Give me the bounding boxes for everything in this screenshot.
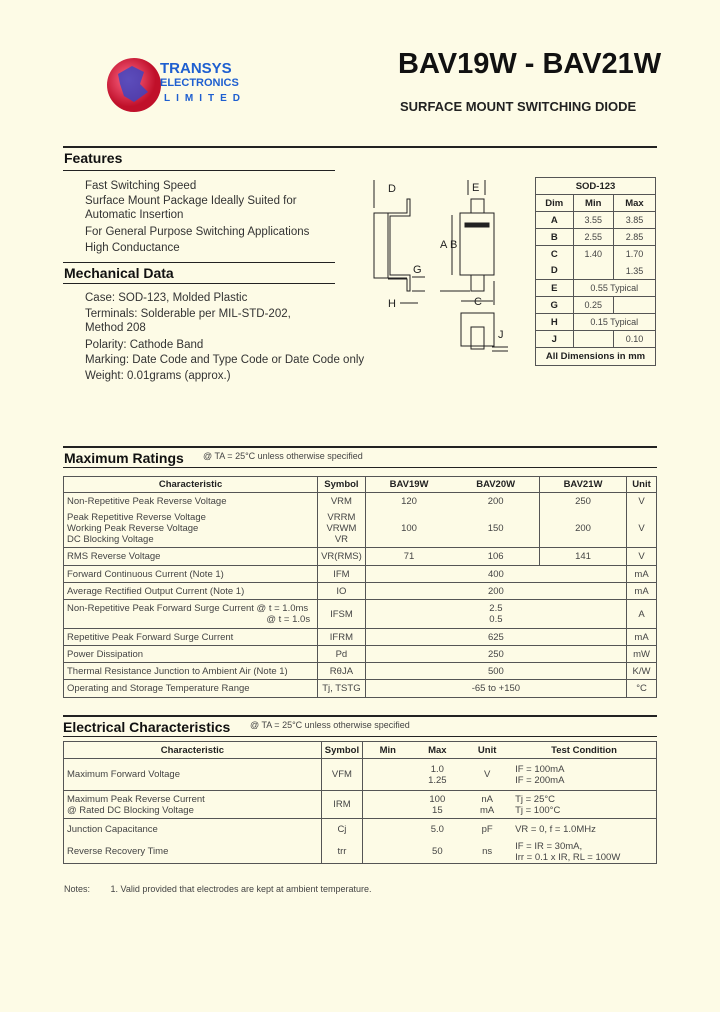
column-header: Test Condition xyxy=(512,742,656,759)
symbol-cell: IFRM xyxy=(318,629,366,646)
table-row xyxy=(64,600,657,629)
max-ratings-heading: Maximum Ratings xyxy=(64,450,184,466)
svg-text:D: D xyxy=(388,183,396,195)
value-cell: -65 to +150 xyxy=(365,680,626,698)
max-cell: 100 15 xyxy=(412,791,462,819)
symbol-cell: IRM xyxy=(321,791,362,819)
unit-cell: V xyxy=(462,759,512,791)
mechanical-item: Weight: 0.01grams (approx.) xyxy=(85,369,231,382)
characteristic-cell: Junction Capacitance xyxy=(64,819,322,841)
unit-cell: °C xyxy=(627,680,657,698)
features-heading: Features xyxy=(64,150,123,166)
column-header: BAV20W xyxy=(452,477,539,493)
min-cell xyxy=(363,819,413,841)
electrical-note: @ TA = 25°C unless otherwise specified xyxy=(250,720,410,730)
symbol-cell: Cj xyxy=(321,819,362,841)
package-outline-diagram xyxy=(360,175,530,355)
value-cell: 71 xyxy=(365,548,452,566)
symbol-cell: IFSM xyxy=(318,600,366,629)
column-header: BAV21W xyxy=(539,477,626,493)
table-row xyxy=(64,629,657,646)
table-row xyxy=(64,511,657,548)
notes-label: Notes: xyxy=(64,884,91,894)
value-cell: 150 xyxy=(452,511,539,548)
divider xyxy=(63,146,657,148)
table-row: H 0.15 Typical xyxy=(536,314,656,331)
svg-text:C: C xyxy=(474,296,482,308)
unit-cell: pF xyxy=(462,819,512,841)
characteristic-cell: RMS Reverse Voltage xyxy=(64,548,318,566)
unit-cell: K/W xyxy=(627,663,657,680)
mechanical-item: Terminals: Solderable per MIL-STD-202, xyxy=(85,307,291,320)
mechanical-item: Method 208 xyxy=(85,322,146,334)
unit-cell: mA xyxy=(627,566,657,583)
logo-text-2: ELECTRONICS xyxy=(160,77,239,89)
value-cell: 141 xyxy=(539,548,626,566)
column-header: Symbol xyxy=(321,742,362,759)
note-item: 1. Valid provided that electrodes are kept at ambient temperature. xyxy=(110,884,372,894)
mechanical-item: Marking: Date Code and Type Code or Date Code only xyxy=(85,354,365,366)
value-cell: 200 xyxy=(539,511,626,548)
column-header: Dim xyxy=(536,195,574,212)
characteristic-cell: Peak Repetitive Reverse Voltage Working Peak Reverse Voltage DC Blocking Voltage xyxy=(64,511,318,548)
svg-text:J: J xyxy=(498,329,504,341)
column-header: Unit xyxy=(462,742,512,759)
divider xyxy=(63,715,657,717)
column-header: Max xyxy=(613,195,655,212)
divider xyxy=(63,283,335,284)
svg-text:H: H xyxy=(388,298,396,310)
unit-cell: nA mA xyxy=(462,791,512,819)
symbol-cell: RθJA xyxy=(318,663,366,680)
table-row xyxy=(64,663,657,680)
value-cell: 250 xyxy=(539,493,626,511)
unit-cell: V xyxy=(627,548,657,566)
table-row xyxy=(64,493,657,511)
notes xyxy=(64,884,372,894)
table-row xyxy=(64,566,657,583)
page-title: BAV19W - BAV21W xyxy=(398,48,662,80)
max-cell: 50 xyxy=(412,841,462,864)
table-row xyxy=(64,548,657,566)
value-cell: 200 xyxy=(452,493,539,511)
table-row: E 0.55 Typical xyxy=(536,280,656,297)
page-subtitle: SURFACE MOUNT SWITCHING DIODE xyxy=(400,99,637,114)
unit-cell: A xyxy=(627,600,657,629)
value-cell: 200 xyxy=(365,583,626,600)
unit-cell: V xyxy=(627,493,657,511)
globe-icon xyxy=(104,54,164,114)
divider xyxy=(63,262,335,263)
table-row: D 1.35 xyxy=(536,263,656,280)
symbol-cell: VFM xyxy=(321,759,362,791)
characteristic-cell: Maximum Forward Voltage xyxy=(64,759,322,791)
symbol-cell: VR(RMS) xyxy=(318,548,366,566)
feature-item: For General Purpose Switching Applications xyxy=(85,225,310,238)
column-header: Min xyxy=(573,195,613,212)
characteristic-cell: Non-Repetitive Peak Reverse Voltage xyxy=(64,493,318,511)
characteristic-cell: Maximum Peak Reverse Current @ Rated DC Blocking Voltage xyxy=(64,791,322,819)
value-cell: 2.5 0.5 xyxy=(365,600,626,629)
unit-cell: mA xyxy=(627,629,657,646)
features-list xyxy=(85,179,309,256)
table-row xyxy=(64,791,657,819)
feature-item: Automatic Insertion xyxy=(85,209,184,221)
characteristic-cell: Power Dissipation xyxy=(64,646,318,663)
characteristic-cell: Reverse Recovery Time xyxy=(64,841,322,864)
logo-text-1: TRANSYS xyxy=(160,60,232,77)
value-cell: 106 xyxy=(452,548,539,566)
column-header: Characteristic xyxy=(64,477,318,493)
column-header: Max xyxy=(412,742,462,759)
min-cell xyxy=(363,791,413,819)
unit-cell: mA xyxy=(627,583,657,600)
feature-item: High Conductance xyxy=(85,242,180,254)
svg-text:B: B xyxy=(450,239,458,251)
max-ratings-table xyxy=(63,476,657,698)
symbol-cell: IFM xyxy=(318,566,366,583)
value-cell: 100 xyxy=(365,511,452,548)
svg-text:E: E xyxy=(472,182,480,194)
svg-text:A: A xyxy=(440,239,448,251)
dimensions-table xyxy=(535,177,656,366)
characteristic-cell: Non-Repetitive Peak Forward Surge Current @ t = 1.0ms @ t = 1.0s xyxy=(64,600,318,629)
table-row xyxy=(64,680,657,698)
symbol-cell: VRM xyxy=(318,493,366,511)
table-row: G 0.25 xyxy=(536,297,656,314)
column-header: Symbol xyxy=(318,477,366,493)
test-condition-cell: IF = IR = 30mA, Irr = 0.1 x IR, RL = 100W xyxy=(512,841,656,864)
feature-item: Surface Mount Package Ideally Suited for xyxy=(85,194,297,207)
characteristic-cell: Repetitive Peak Forward Surge Current xyxy=(64,629,318,646)
value-cell: 250 xyxy=(365,646,626,663)
mechanical-item: Case: SOD-123, Molded Plastic xyxy=(85,292,248,304)
table-row xyxy=(64,841,657,864)
table-row xyxy=(64,759,657,791)
dim-table-title: SOD-123 xyxy=(536,178,656,195)
value-cell: 400 xyxy=(365,566,626,583)
dim-table-footer: All Dimensions in mm xyxy=(536,348,656,366)
table-row: B 2.55 2.85 xyxy=(536,229,656,246)
table-row: C 1.40 1.70 xyxy=(536,246,656,263)
electrical-heading: Electrical Characteristics xyxy=(63,719,231,735)
symbol-cell: VRRM VRWM VR xyxy=(318,511,366,548)
value-cell: 500 xyxy=(365,663,626,680)
min-cell xyxy=(363,759,413,791)
characteristic-cell: Thermal Resistance Junction to Ambient Air (Note 1) xyxy=(64,663,318,680)
min-cell xyxy=(363,841,413,864)
logo-text-3: LIMITED xyxy=(164,93,246,104)
mechanical-item: Polarity: Cathode Band xyxy=(85,338,204,351)
value-cell: 120 xyxy=(365,493,452,511)
max-ratings-note: @ TA = 25°C unless otherwise specified xyxy=(203,451,363,461)
table-row xyxy=(64,646,657,663)
table-row: J 0.10 xyxy=(536,331,656,348)
column-header: Characteristic xyxy=(64,742,322,759)
column-header: Unit xyxy=(627,477,657,493)
company-logo xyxy=(104,54,244,114)
svg-text:G: G xyxy=(413,264,422,276)
table-row xyxy=(64,819,657,841)
mechanical-heading: Mechanical Data xyxy=(64,265,174,281)
symbol-cell: Pd xyxy=(318,646,366,663)
divider xyxy=(63,446,657,448)
test-condition-cell: VR = 0, f = 1.0MHz xyxy=(512,819,656,841)
symbol-cell: Tj, TSTG xyxy=(318,680,366,698)
value-cell: 625 xyxy=(365,629,626,646)
characteristic-cell: Average Rectified Output Current (Note 1) xyxy=(64,583,318,600)
divider xyxy=(63,467,657,468)
table-row: A 3.55 3.85 xyxy=(536,212,656,229)
max-cell: 5.0 xyxy=(412,819,462,841)
unit-cell: mW xyxy=(627,646,657,663)
unit-cell: ns xyxy=(462,841,512,864)
feature-item: Fast Switching Speed xyxy=(85,180,197,192)
column-header: BAV19W xyxy=(365,477,452,493)
characteristic-cell: Forward Continuous Current (Note 1) xyxy=(64,566,318,583)
divider xyxy=(63,736,657,737)
symbol-cell: trr xyxy=(321,841,362,864)
table-row xyxy=(64,583,657,600)
symbol-cell: IO xyxy=(318,583,366,600)
mechanical-list xyxy=(85,291,364,383)
test-condition-cell: Tj = 25°C Tj = 100°C xyxy=(512,791,656,819)
column-header: Min xyxy=(363,742,413,759)
electrical-table xyxy=(63,741,657,864)
test-condition-cell: IF = 100mA IF = 200mA xyxy=(512,759,656,791)
divider xyxy=(63,170,335,171)
unit-cell: V xyxy=(627,511,657,548)
characteristic-cell: Operating and Storage Temperature Range xyxy=(64,680,318,698)
max-cell: 1.0 1.25 xyxy=(412,759,462,791)
